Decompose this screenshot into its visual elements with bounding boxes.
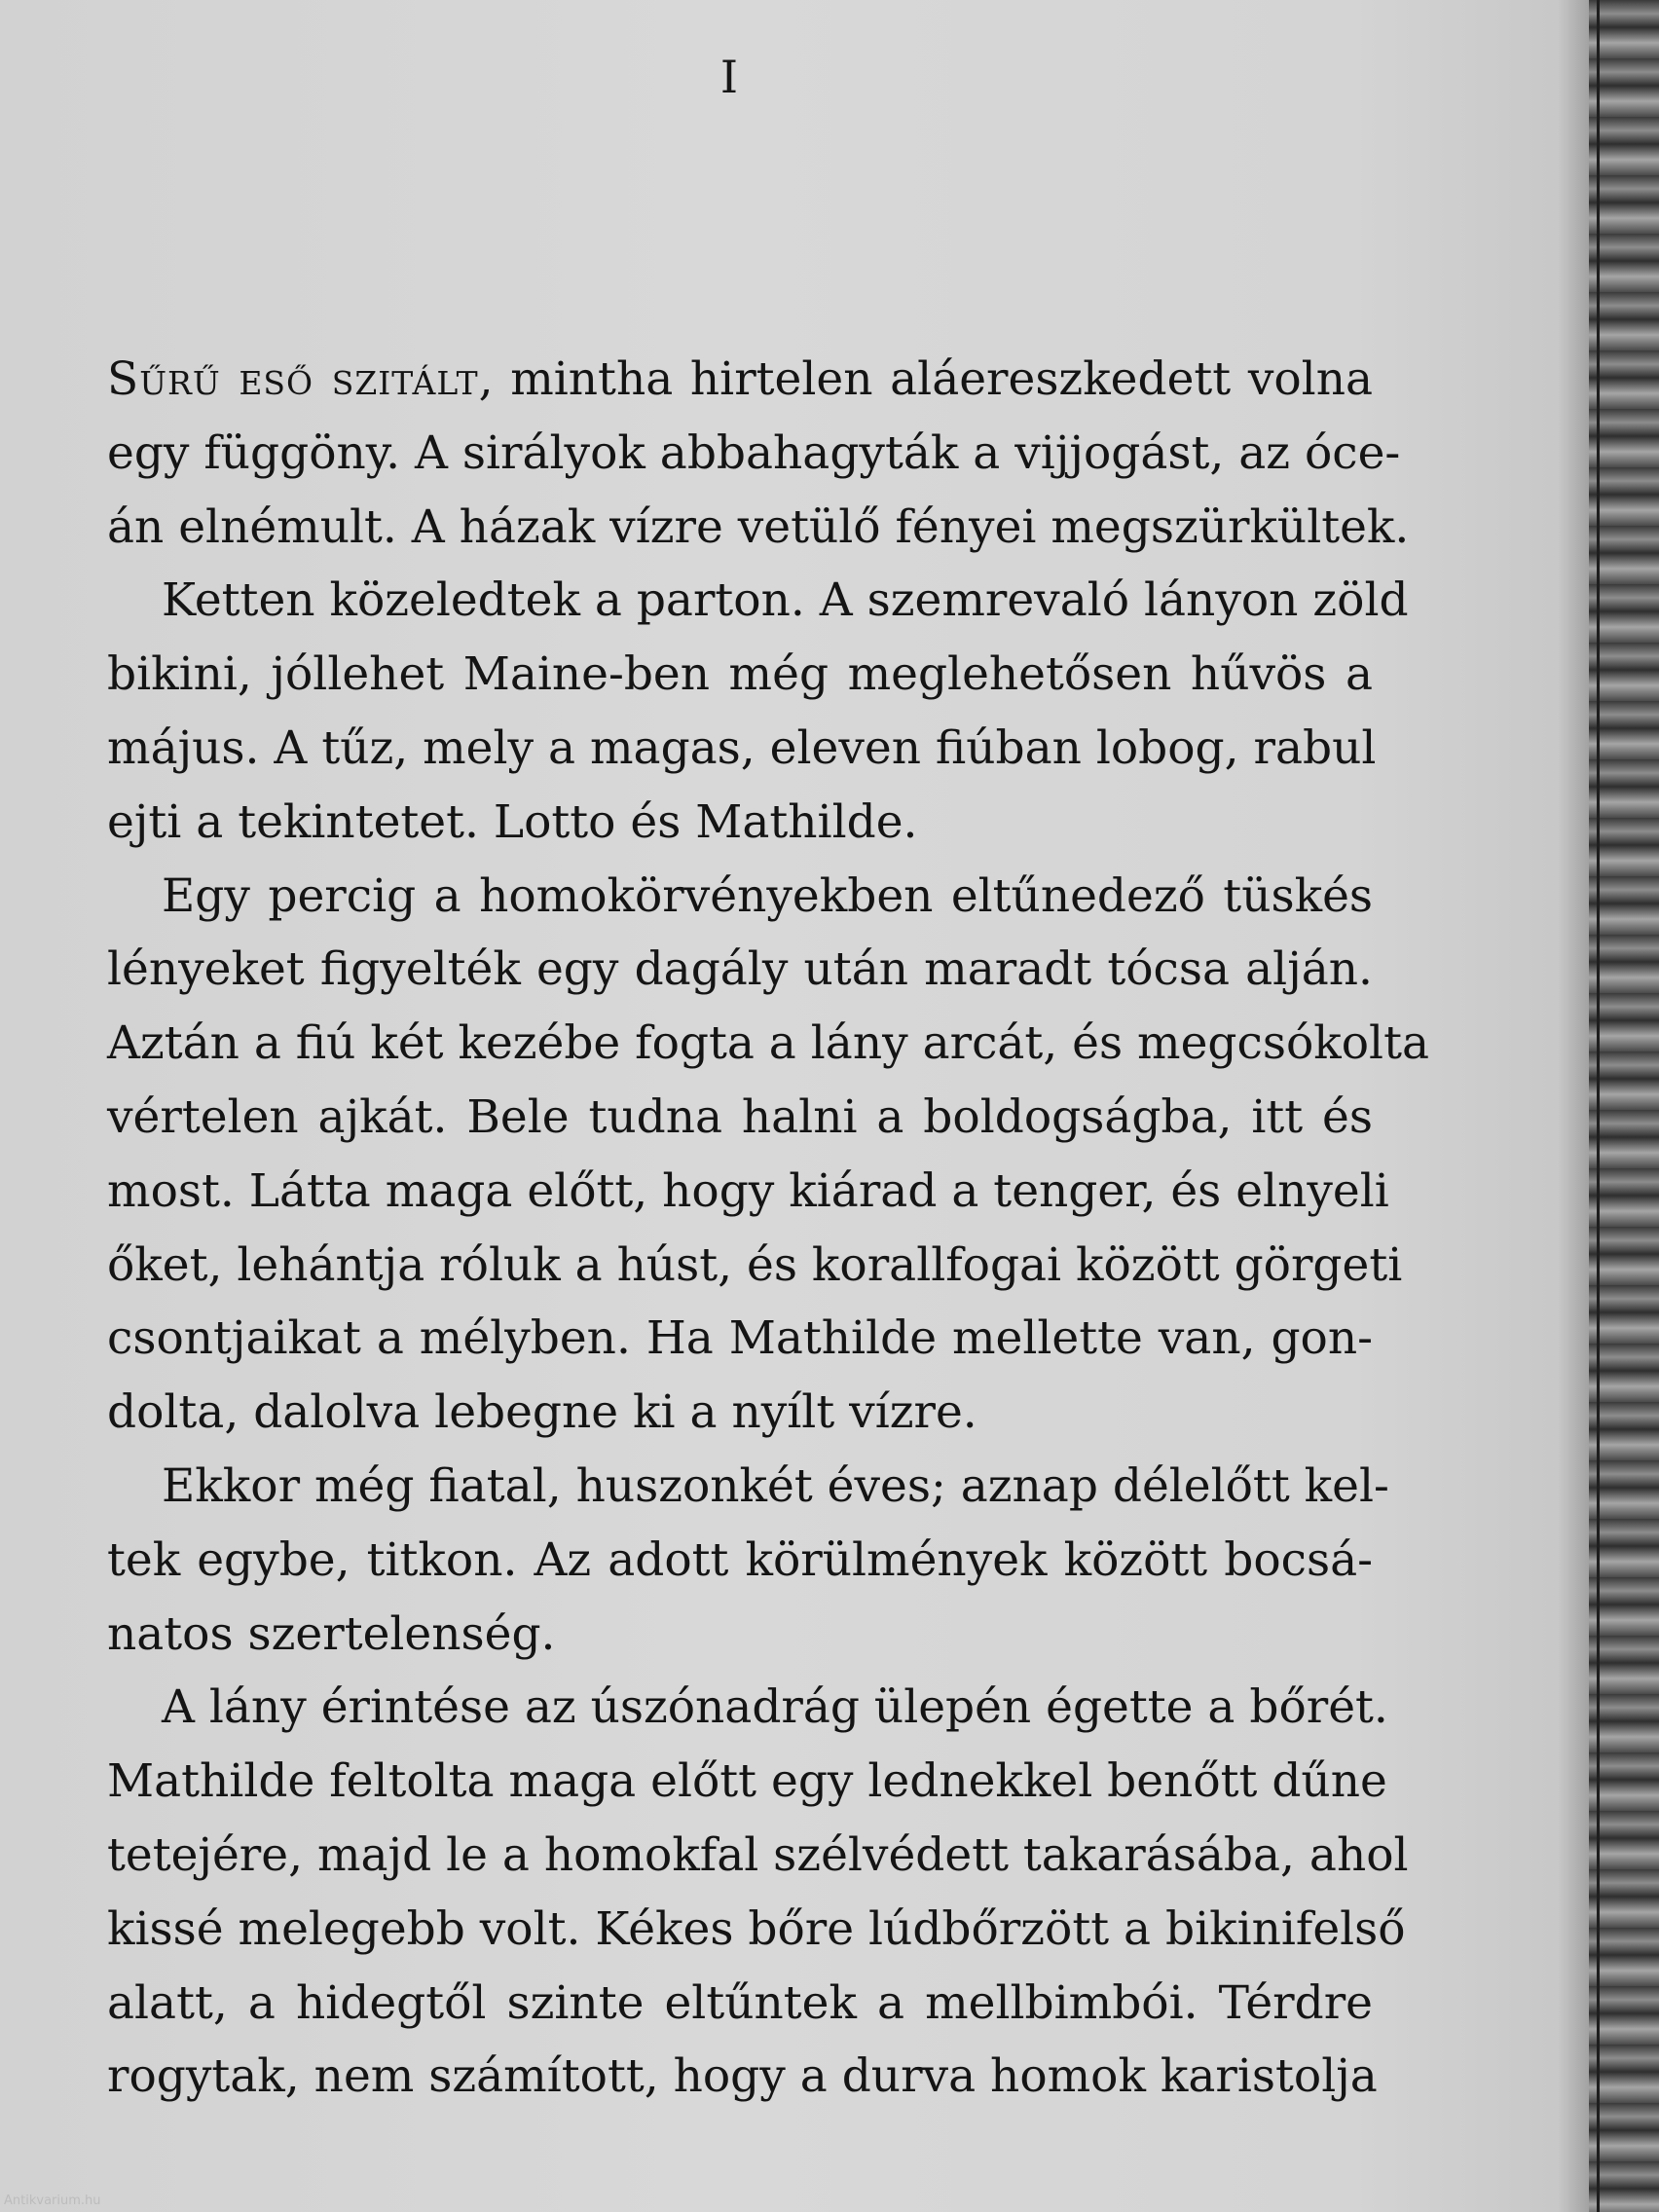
line-rest: , mintha hirtelen aláereszkedett volna: [478, 352, 1373, 406]
text-line: Ketten közeledtek a parton. A szemrevaló lányon zöld: [162, 573, 1409, 628]
text-line: Mathilde feltolta maga előtt egy lednekkel benőtt dűne: [107, 1754, 1387, 1809]
text-line: kissé melegebb volt. Kékes bőre lúdbőrzött a bikinifelső: [107, 1901, 1406, 1956]
text-line: lényeket figyelték egy dagály után maradt tócsa alján.: [107, 942, 1373, 997]
text-line: vértelen ajkát. Bele tudna halni a boldogságba, itt és: [107, 1089, 1373, 1144]
text-line: május. A tűz, mely a magas, eleven fiúban lobog, rabul: [107, 720, 1377, 775]
page-edge-line: [1597, 0, 1600, 2212]
chapter-number: I: [719, 51, 741, 103]
text-line: Ekkor még fiatal, huszonkét éves; aznap délelőtt kel-: [162, 1458, 1389, 1513]
text-line: csontjaikat a mélyben. Ha Mathilde mellette van, gon-: [107, 1311, 1373, 1366]
text-line: tek egybe, titkon. Az adott körülmények között bocsá-: [107, 1532, 1373, 1587]
text-line: őket, lehántja róluk a húst, és korallfogai között görgeti: [107, 1237, 1403, 1292]
text-line: tetejére, majd le a homokfal szélvédett takarásába, ahol: [107, 1827, 1409, 1882]
text-line: [107, 343, 1373, 417]
text-line: alatt, a hidegtől szinte eltűntek a mellbimbói. Térdre: [107, 1975, 1373, 2030]
text-line: án elnémult. A házak vízre vetülő fényei megszürkültek.: [107, 499, 1410, 554]
text-line: Egy percig a homokörvényekben eltűnedező tüskés: [162, 868, 1373, 923]
lead-smallcaps: Sűrű eső szitált: [107, 352, 479, 406]
text-line: bikini, jóllehet Maine-ben még meglehetősen hűvös a: [107, 647, 1373, 702]
text-line: rogytak, nem számított, hogy a durva homok karistolja: [107, 2049, 1378, 2104]
text-line: A lány érintése az úszónadrág ülepén égette a bőrét.: [162, 1680, 1388, 1735]
text-line: ejti a tekintetet. Lotto és Mathilde.: [107, 794, 918, 849]
text-line: dolta, dalolva lebegne ki a nyílt vízre.: [107, 1385, 977, 1440]
page-gutter-shadow: [1558, 0, 1589, 2212]
text-line: natos szertelenség.: [107, 1606, 556, 1661]
text-line: egy függöny. A sirályok abbahagyták a vijjogást, az óce-: [107, 425, 1401, 480]
body-text: [107, 343, 1429, 2114]
text-line: Aztán a fiú két kezébe fogta a lány arcát, és megcsókolta: [107, 1016, 1429, 1071]
watermark: Antikvarium.hu: [4, 2194, 101, 2208]
text-line: most. Látta maga előtt, hogy kiárad a tenger, és elnyeli: [107, 1163, 1389, 1218]
